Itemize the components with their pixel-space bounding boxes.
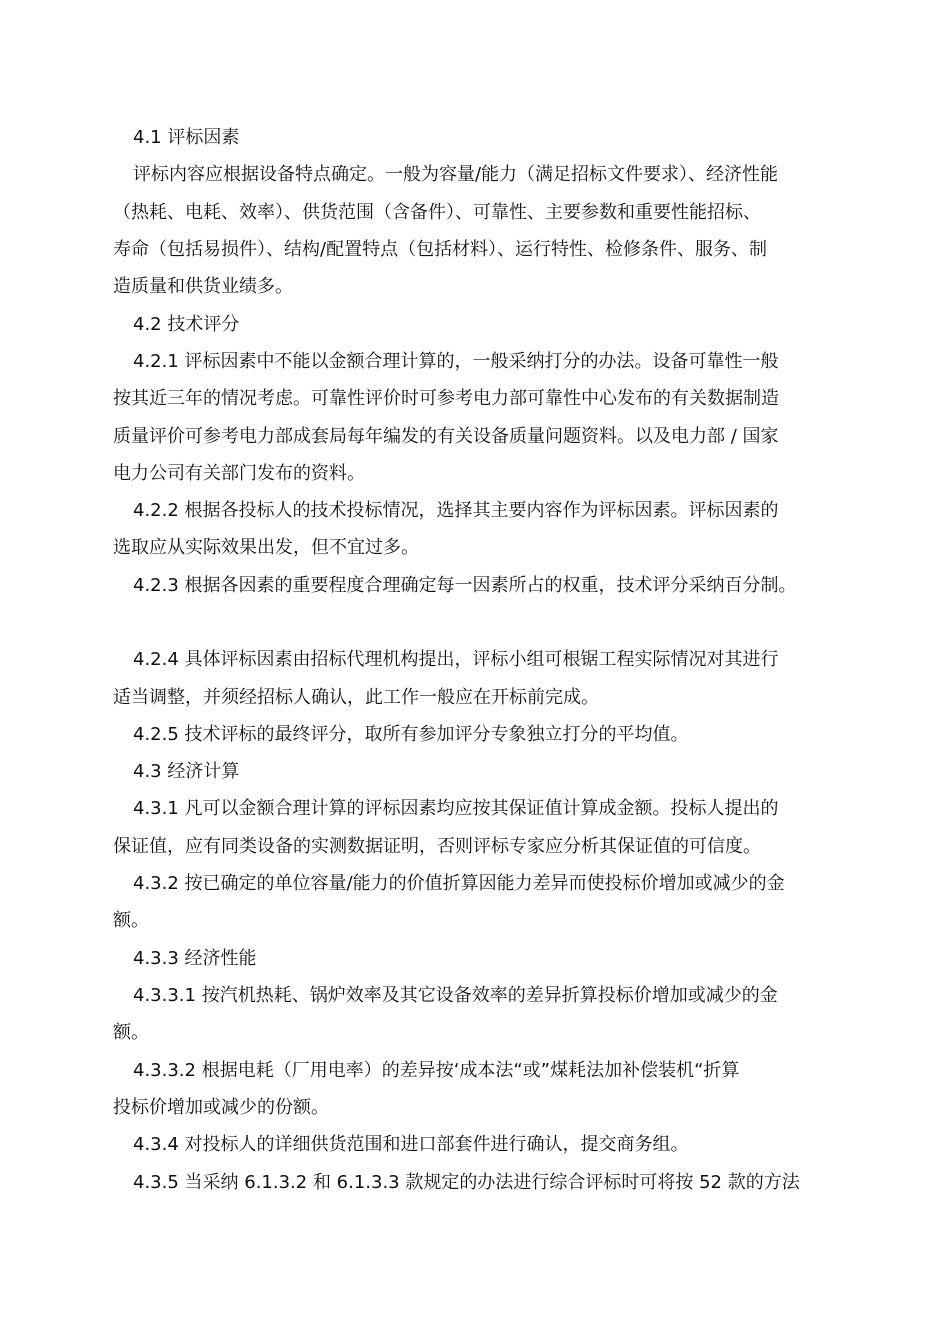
- paragraph-line: 造质量和供货业绩多。: [113, 276, 293, 297]
- paragraph-line: 按其近三年的情况考虑。可靠性评价时可参考电力部可靠性中心发布的有关数据制造: [113, 388, 779, 409]
- paragraph-line: 寿命（包括易损件）、结构/配置特点（包括材料）、运行特性、检修条件、服务、制: [113, 239, 768, 260]
- paragraph-line: 4.2.4 具体评标因素由招标代理机构提出，评标小组可根锯工程实际情况对其进行: [133, 649, 779, 670]
- paragraph-line: 4.3.1 凡可以金额合理计算的评标因素均应按其保证值计算成金额。投标人提出的: [133, 798, 779, 819]
- paragraph-line: 额。: [113, 1022, 149, 1043]
- paragraph-line: 4.3.3.2 根据电耗（厂用电率）的差异按‘成本法“或”煤耗法加补偿装机“折算: [133, 1060, 740, 1081]
- paragraph-line: 质量评价可参考电力部成套局每年编发的有关设备质量问题资料。以及电力部 / 国家: [113, 426, 779, 447]
- paragraph-line: 4.3.5 当采纳 6.1.3.2 和 6.1.3.3 款规定的办法进行综合评标时可将按 52 款的方法: [133, 1172, 800, 1193]
- paragraph-line: 4.3.4 对投标人的详细供货范围和进口部套件进行确认，提交商务组。: [133, 1134, 689, 1155]
- paragraph-line: （热耗、电耗、效率）、供货范围（含备件）、可靠性、主要参数和重要性能招标、: [113, 202, 761, 223]
- paragraph-line: 4.3.3.1 按汽机热耗、锅炉效率及其它设备效率的差异折算投标价增加或减少的金: [133, 985, 778, 1006]
- heading-4-3: 4.3 经济计算: [133, 761, 240, 782]
- paragraph-line: 额。: [113, 910, 149, 931]
- paragraph-line: 适当调整，并须经招标人确认，此工作一般应在开标前完成。: [113, 687, 599, 708]
- paragraph-line: 电力公司有关部门发布的资料。: [113, 463, 365, 484]
- paragraph-line: 4.2.3 根据各因素的重要程度合理确定每一因素所占的权重，技术评分采纳百分制。: [133, 575, 797, 596]
- paragraph-line: 4.2.5 技术评标的最终评分，取所有参加评分专象独立打分的平均值。: [133, 724, 689, 745]
- heading-4-2: 4.2 技术评分: [133, 314, 240, 335]
- paragraph-line: 保证值，应有同类设备的实测数据证明，否则评标专家应分析其保证值的可信度。: [113, 836, 761, 857]
- paragraph-line: 4.3.2 按已确定的单位容量/能力的价值折算因能力差异而使投标价增加或减少的金: [133, 873, 785, 894]
- heading-4-3-3: 4.3.3 经济性能: [133, 948, 257, 969]
- paragraph-line: 4.2.2 根据各投标人的技术投标情况，选择其主要内容作为评标因素。评标因素的: [133, 500, 779, 521]
- paragraph-line: 投标价增加或减少的份额。: [113, 1097, 329, 1118]
- paragraph-line: 评标内容应根据设备特点确定。一般为容量/能力（满足招标文件要求）、经济性能: [133, 164, 779, 185]
- paragraph-line: 选取应从实际效果出发，但不宜过多。: [113, 537, 419, 558]
- heading-4-1: 4.1 评标因素: [133, 127, 240, 148]
- paragraph-line: 4.2.1 评标因素中不能以金额合理计算的，一般采纳打分的办法。设备可靠性一般: [133, 351, 779, 372]
